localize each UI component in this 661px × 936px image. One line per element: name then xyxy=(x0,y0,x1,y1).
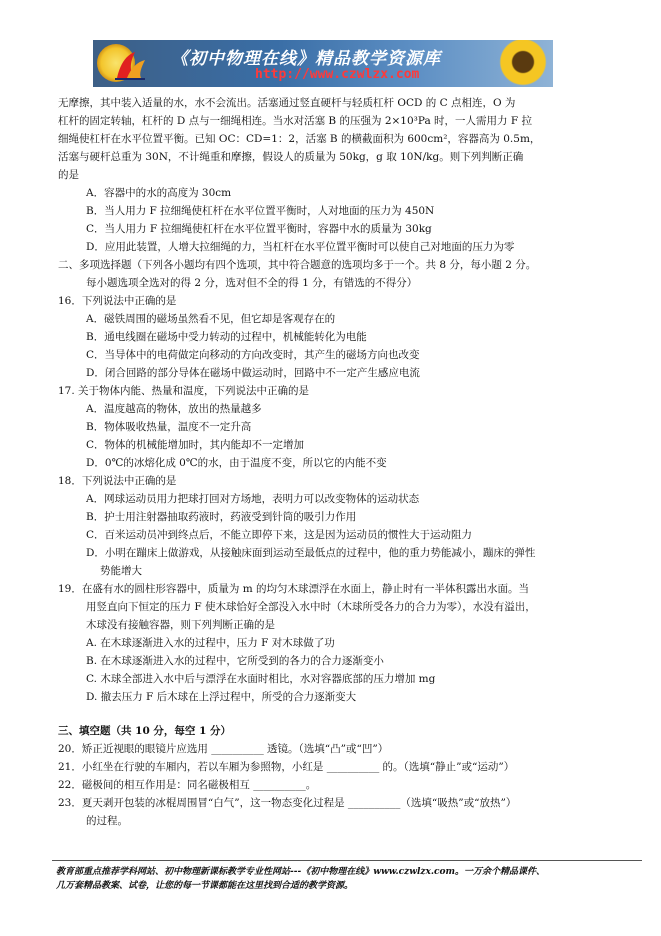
option-d: D．0℃的冰熔化成 0℃的水，由于温度不变，所以它的内能不变 xyxy=(86,457,387,469)
text-line: 杠杆的固定转轴，杠杆的 D 点与一细绳相连。当水对活塞 B 的压强为 2×10³Pa 时，一人需用力 F 拉 xyxy=(58,115,533,127)
question-16: 16．下列说法中正确的是 xyxy=(58,295,177,307)
option-c: C．当人用力 F 拉细绳使杠杆在水平位置平衡时，容器中水的质量为 30kg xyxy=(86,223,432,235)
option-c: C．当导体中的电荷做定向移动的方向改变时，其产生的磁场方向也改变 xyxy=(86,349,420,361)
option-d: D．闭合回路的部分导体在磁场中做运动时，回路中不一定产生感应电流 xyxy=(86,367,420,379)
option-d: D．小明在蹦床上做游戏，从接触床面到运动至最低点的过程中，他的重力势能减小，蹦床的弹性 xyxy=(86,547,536,559)
question-19: 19．在盛有水的圆柱形容器中，质量为 m 的均匀木球漂浮在水面上，静止时有一半体积露出水面。当 xyxy=(58,583,529,595)
section-note: 每小题选项全选对的得 2 分，选对但不全的得 1 分，有错选的不得分） xyxy=(86,277,418,289)
banner-url: http://www.czwlzx.com xyxy=(255,67,420,82)
option-c: C．物体的机械能增加时，其内能却不一定增加 xyxy=(86,439,305,451)
option-a: A. 在木球逐渐进入水的过程中，压力 F 对木球做了功 xyxy=(86,637,335,649)
option-b: B．通电线圈在磁场中受力转动的过程中，机械能转化为电能 xyxy=(86,331,367,343)
text-line: 无摩擦，其中装入适量的水，水不会流出。活塞通过竖直硬杆与轻质杠杆 OCD 的 C 点相连，O 为 xyxy=(58,97,516,109)
text-line: 木球没有接触容器，则下列判断正确的是 xyxy=(86,619,275,631)
option-b: B．物体吸收热量，温度不一定升高 xyxy=(86,421,252,433)
option-a: A．网球运动员用力把球打回对方场地，表明力可以改变物体的运动状态 xyxy=(86,493,420,505)
footer-divider xyxy=(52,860,642,861)
question-22: 22．磁极间的相互作用是：同名磁极相互 __________。 xyxy=(58,779,317,791)
option-a: A．磁铁周围的磁场虽然看不见，但它却是客观存在的 xyxy=(86,313,336,325)
option-a: A．容器中的水的高度为 30cm xyxy=(86,187,232,199)
question-18: 18．下列说法中正确的是 xyxy=(58,475,177,487)
section-heading: 二、多项选择题（下列各小题均有四个选项，其中符合题意的选项均多于一个。共 8 分，每小题 2 分。 xyxy=(58,259,537,271)
text-line: 活塞与硬杆总重为 30N，不计绳重和摩擦，假设人的质量为 50kg，g 取 10N/kg。则下列判断正确 xyxy=(58,151,524,163)
option-d: D．应用此装置，人增大拉细绳的力，当杠杆在水平位置平衡时可以使自己对地面的压力为零 xyxy=(86,241,515,253)
section-heading: 三、填空题（共 10 分，每空 1 分） xyxy=(58,725,232,737)
question-23: 23．夏天剥开包装的冰棍周围冒“白气”，这一物态变化过程是 __________（选填“吸热”或“放热”） xyxy=(58,797,517,809)
question-21: 21．小红坐在行驶的车厢内，若以车厢为参照物，小红是 __________ 的。（选填“静止”或“运动”） xyxy=(58,761,515,773)
option-c: C. 木球全部进入水中后与漂浮在水面时相比，水对容器底部的压力增加 mg xyxy=(86,673,436,685)
option-d-continued: 势能增大 xyxy=(100,565,142,577)
text-line: 的是 xyxy=(58,169,79,181)
question-17: 17. 关于物体内能、热量和温度，下列说法中正确的是 xyxy=(58,385,310,397)
question-20: 20．矫正近视眼的眼镜片应选用 __________ 透镜。（选填“凸”或“凹”） xyxy=(58,743,389,755)
option-a: A．温度越高的物体，放出的热量越多 xyxy=(86,403,262,415)
option-c: C．百米运动员冲到终点后，不能立即停下来，这是因为运动员的惯性大于运动阻力 xyxy=(86,529,473,541)
question-23-continued: 的过程。 xyxy=(86,815,128,827)
option-d: D. 撤去压力 F 后木球在上浮过程中，所受的合力逐渐变大 xyxy=(86,691,357,703)
banner-title: 《初中物理在线》精品教学资源库 xyxy=(171,49,441,69)
option-b: B. 在木球逐渐进入水的过程中，它所受到的各力的合力逐渐变小 xyxy=(86,655,384,667)
footer-line: 教育部重点推荐学科网站、初中物理新课标教学专业性网站---《初中物理在线》www.czwlzx.com。一万余个精品课件、 xyxy=(56,867,546,877)
text-line: 细绳使杠杆在水平位置平衡。已知 OC：CD=1：2，活塞 B 的横截面积为 600cm²，容器高为 0.5m， xyxy=(58,133,541,145)
text-line: 用竖直向下恒定的压力 F 使木球恰好全部没入水中时（木球所受各力的合力为零），水没有溢出， xyxy=(86,601,536,613)
option-b: B．护士用注射器抽取药液时，药液受到针筒的吸引力作用 xyxy=(86,511,357,523)
option-b: B．当人用力 F 拉细绳使杠杆在水平位置平衡时，人对地面的压力为 450N xyxy=(86,205,435,217)
footer-line: 几万套精品教案、试卷，让您的每一节课都能在这里找到合适的教学资源。 xyxy=(56,881,354,891)
